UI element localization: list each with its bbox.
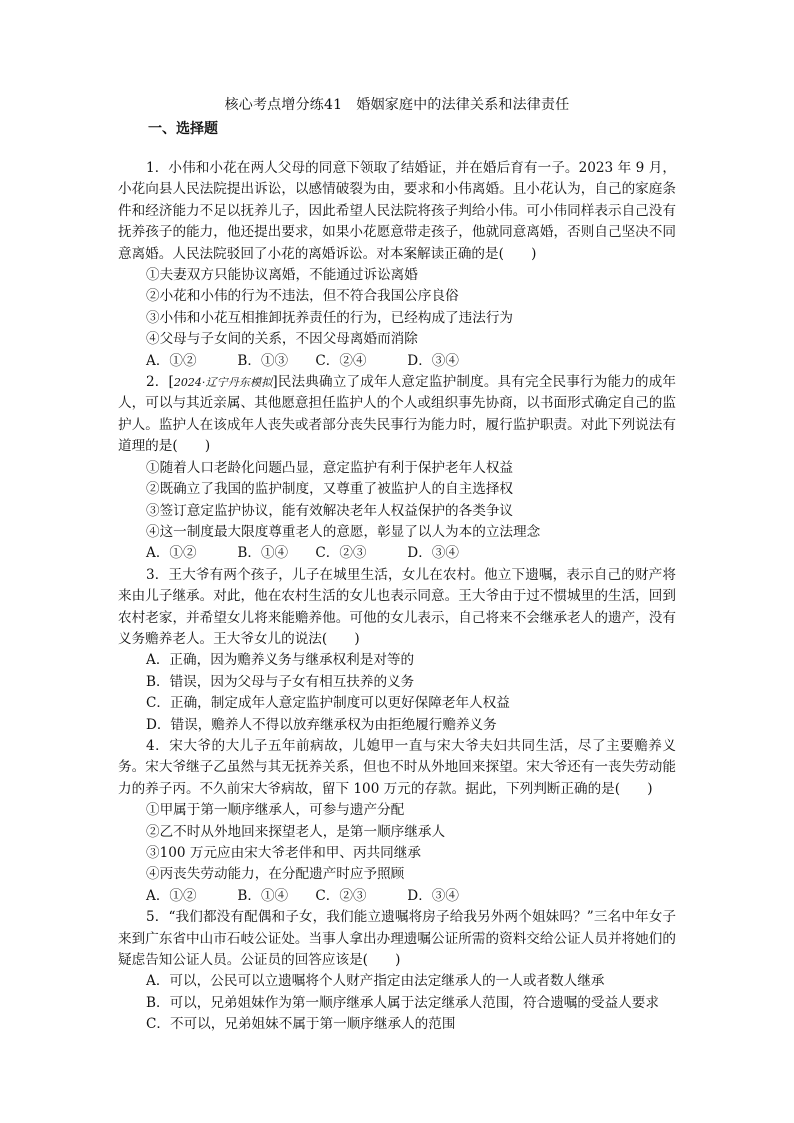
question-2-stem bbox=[118, 372, 676, 458]
question-3-option: A．正确，因为赡养义务与继承权利是对等的 bbox=[146, 652, 415, 669]
question-1-option: ④父母与子女间的关系，不因父母离婚而消除 bbox=[146, 331, 418, 348]
question-2-option: ④这一制度最大限度尊重老人的意愿，彰显了以人为本的立法理念 bbox=[146, 523, 541, 540]
question-3-option: D．错误，赡养人不得以放弃继承权为由拒绝履行赡养义务 bbox=[146, 716, 497, 733]
question-1-option: ②小花和小伟的行为不违法，但不符合我国公序良俗 bbox=[146, 288, 459, 305]
question-5-option: A．可以，公民可以立遗嘱将个人财产指定由法定继承人的一人或者数人继承 bbox=[146, 973, 605, 990]
question-3-option: C．正确，制定成年人意定监护制度可以更好保障老年人权益 bbox=[146, 695, 510, 712]
section-heading: 一、选择题 bbox=[148, 121, 218, 137]
question-2-number: 2．[ bbox=[146, 374, 174, 391]
question-2-text: ]民法典确立了成年人意定监护制度。具有完全民事行为能力的成年人，可以与其近亲属、其他愿意担任监护人的个人或组织事先协商，以书面形式确定自己的监护人。监护人在该成年人丧失或者部分丧失民事行为能力时，履行监护职责。对此下列说法有道理的是( ) bbox=[118, 374, 677, 455]
question-4-stem: 4．宋大爷的大儿子五年前病故，儿媳甲一直与宋大爷夫妇共同生活，尽了主要赡养义务。宋大爷继子乙虽然与其无抚养关系，但也不时从外地回来探望。宋大爷还有一丧失劳动能力的养子丙。不久前宋大爷病故，留下 100 万元的存款。据此，下列判断正确的是( ) bbox=[118, 737, 676, 797]
question-4-choices: A．①② B．①④ C．②③ D．③④ bbox=[146, 887, 459, 904]
question-3-stem: 3．王大爷有两个孩子，儿子在城里生活，女儿在农村。他立下遗嘱，表示自己的财产将来由儿子继承。对此，他在农村生活的女儿也表示同意。王大爷由于过不惯城里的生活，回到农村老家，并希望女儿将来能赡养他。可他的女儿表示，自己将来不会继承老人的遗产，没有义务赡养老人。王大爷女儿的说法( ) bbox=[118, 566, 676, 647]
document-title: 核心考点增分练41 婚姻家庭中的法律关系和法律责任 bbox=[224, 97, 570, 113]
question-4-option: ④丙丧失劳动能力，在分配遗产时应予照顾 bbox=[146, 866, 405, 883]
question-4-option: ③100 万元应由宋大爷老伴和甲、丙共同继承 bbox=[146, 845, 421, 861]
question-4-option: ②乙不时从外地回来探望老人，是第一顺序继承人 bbox=[146, 823, 446, 840]
question-1-option: ③小伟和小花互相推卸抚养责任的行为，已经构成了违法行为 bbox=[146, 309, 514, 326]
question-5-stem: 5．“我们都没有配偶和子女，我们能立遗嘱将房子给我另外两个姐妹吗？”三名中年女子来到广东省中山市石岐公证处。当事人拿出办理遗嘱公证所需的资料交给公证人员并将她们的疑虑告知公证人员。公证员的回答应该是( ) bbox=[118, 909, 676, 969]
question-1-option: ①夫妻双方只能协议离婚，不能通过诉讼离婚 bbox=[146, 267, 418, 284]
question-2-source: 2024·辽宁丹东模拟 bbox=[173, 376, 273, 390]
question-list bbox=[118, 158, 676, 1036]
question-1-stem: 1．小伟和小花在两人父母的同意下领取了结婚证，并在婚后育有一子。2023 年 9 月，小花向县人民法院提出诉讼，以感情破裂为由，要求和小伟离婚。且小花认为，自己的家庭条件和经济能力不足以抚养儿子，因此希望人民法院将孩子判给小伟。可小伟同样表示自己没有抚养孩子的能力，他还提出要求，如果小花愿意带走孩子，他就同意离婚，否则自己坚决不同意离婚。人民法院驳回了小花的离婚诉讼。对本案解读正确的是( ) bbox=[118, 160, 676, 262]
question-2-choices: A．①② B．①④ C．②③ D．③④ bbox=[146, 545, 459, 562]
question-5-option: C．不可以，兄弟姐妹不属于第一顺序继承人的范围 bbox=[146, 1016, 456, 1033]
question-1-choices: A．①② B．①③ C．②④ D．③④ bbox=[146, 352, 459, 369]
question-4-option: ①甲属于第一顺序继承人，可参与遗产分配 bbox=[146, 802, 405, 819]
question-2-option: ③签订意定监护协议，能有效解决老年人权益保护的各类争议 bbox=[146, 502, 514, 519]
question-3-option: B．错误，因为父母与子女有相互扶养的义务 bbox=[146, 673, 415, 690]
question-2-option: ①随着人口老龄化问题凸显，意定监护有利于保护老年人权益 bbox=[146, 459, 514, 476]
question-2-option: ②既确立了我国的监护制度，又尊重了被监护人的自主选择权 bbox=[146, 481, 514, 498]
question-5-option: B．可以，兄弟姐妹作为第一顺序继承人属于法定继承人范围，符合遗嘱的受益人要求 bbox=[146, 994, 659, 1011]
